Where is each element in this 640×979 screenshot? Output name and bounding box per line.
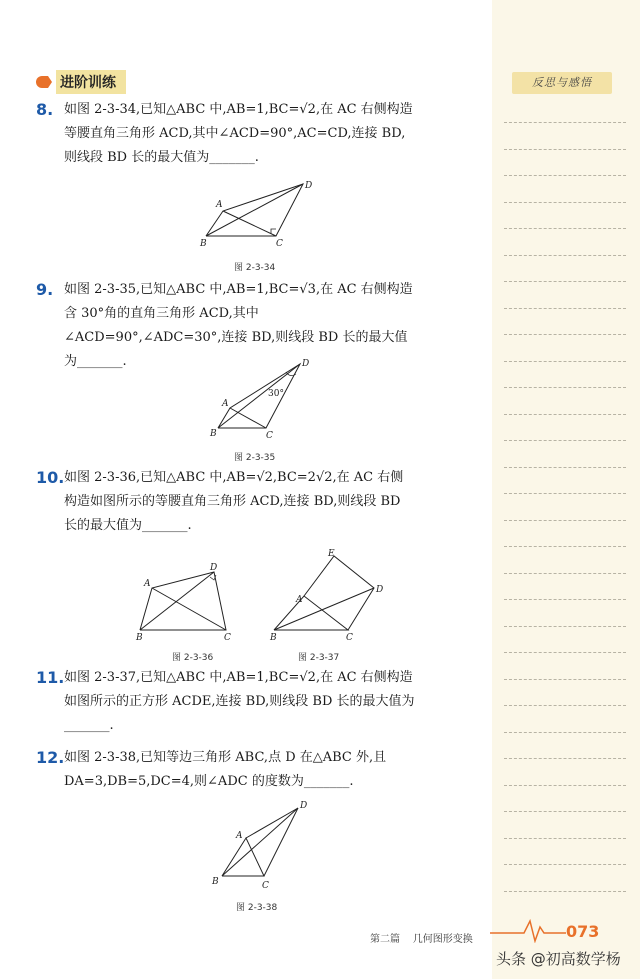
label-C: C (266, 431, 273, 440)
question-text: 如图 2-3-37,已知△ABC 中,AB=1,BC=√2,在 AC 右侧构造如图所示的正方形 ACDE,连接 BD,则线段 BD 长的最大值为_______. (64, 670, 415, 733)
note-line (504, 785, 626, 786)
label-A: A (144, 579, 151, 589)
question-number: 12. (36, 748, 65, 767)
question-text: 如图 2-3-36,已知△ABC 中,AB=√2,BC=2√2,在 AC 右侧构造如图所示的等腰直角三角形 ACD,连接 BD,则线段 BD 长的最大值为_______. (64, 470, 404, 533)
label-E: E (328, 549, 335, 559)
figure-2-3-34 (198, 176, 318, 252)
note-line (504, 493, 626, 494)
figure-caption: 图 2-3-38 (236, 903, 278, 913)
note-line (504, 679, 626, 680)
page-number: 073 (566, 922, 600, 941)
question-8 (36, 98, 416, 170)
figure-2-3-35 (206, 358, 316, 444)
angle-label: 30° (268, 389, 284, 399)
label-B: B (210, 429, 217, 439)
note-line (504, 308, 626, 309)
watermark: 头条 @初高数学杨 (496, 950, 621, 968)
note-line (504, 891, 626, 892)
label-D: D (305, 181, 313, 191)
label-D: D (300, 801, 308, 811)
pulse-line-icon (490, 915, 570, 947)
note-line (504, 175, 626, 176)
note-line (504, 122, 626, 123)
footer-part: 第二篇 (370, 934, 400, 945)
note-line (504, 626, 626, 627)
note-line (504, 838, 626, 839)
label-B: B (200, 239, 207, 248)
section-title: 进阶训练 (56, 70, 126, 94)
sidebar-heading: 反思与感悟 (512, 72, 612, 94)
figure-2-3-37 (266, 546, 386, 648)
footer-chapter: 几何图形变换 (412, 934, 473, 945)
arrow-icon (36, 76, 52, 88)
label-C: C (224, 633, 231, 643)
label-A: A (236, 831, 243, 841)
label-B: B (212, 877, 219, 887)
note-line (504, 573, 626, 574)
figure-caption: 图 2-3-34 (234, 263, 276, 273)
question-number: 10. (36, 468, 65, 487)
note-line (504, 414, 626, 415)
note-line (504, 467, 626, 468)
label-D: D (302, 359, 310, 369)
label-A: A (222, 399, 229, 409)
note-line (504, 361, 626, 362)
note-line (504, 149, 626, 150)
label-A: A (296, 595, 303, 605)
figure-caption: 图 2-3-37 (298, 653, 340, 663)
label-B: B (270, 633, 277, 643)
note-line (504, 387, 626, 388)
label-C: C (276, 239, 283, 248)
note-line (504, 228, 626, 229)
question-number: 8. (36, 100, 54, 119)
page-footer (370, 930, 473, 945)
label-C: C (346, 633, 353, 643)
question-number: 11. (36, 668, 65, 687)
label-C: C (262, 881, 269, 891)
note-line (504, 864, 626, 865)
question-text: 如图 2-3-35,已知△ABC 中,AB=1,BC=√3,在 AC 右侧构造含 30°角的直角三角形 ACD,其中∠ACD=90°,∠ADC=30°,连接 BD,则线段 BD 长的最大值为_______. (64, 282, 413, 369)
question-12 (36, 746, 416, 794)
question-10 (36, 466, 416, 538)
note-line (504, 440, 626, 441)
notes-sidebar (492, 0, 640, 979)
note-line (504, 281, 626, 282)
figure-2-3-36 (132, 560, 242, 648)
question-11 (36, 666, 416, 738)
figure-caption: 图 2-3-35 (234, 453, 276, 463)
note-line (504, 732, 626, 733)
note-line (504, 334, 626, 335)
note-line (504, 546, 626, 547)
label-A: A (216, 200, 223, 210)
note-line (504, 652, 626, 653)
note-line (504, 758, 626, 759)
figure-2-3-38 (206, 798, 316, 898)
question-text: 如图 2-3-34,已知△ABC 中,AB=1,BC=√2,在 AC 右侧构造等腰直角三角形 ACD,其中∠ACD=90°,AC=CD,连接 BD,则线段 BD 长的最大值为_______. (64, 102, 413, 165)
question-text: 如图 2-3-38,已知等边三角形 ABC,点 D 在△ABC 外,且 DA=3,DB=5,DC=4,则∠ADC 的度数为_______. (64, 750, 387, 789)
note-line (504, 520, 626, 521)
section-header (36, 70, 126, 94)
label-D: D (376, 585, 384, 595)
note-line (504, 599, 626, 600)
question-number: 9. (36, 280, 54, 299)
figure-caption: 图 2-3-36 (172, 653, 214, 663)
note-line (504, 255, 626, 256)
label-B: B (136, 633, 143, 643)
label-D: D (210, 563, 218, 573)
note-line (504, 811, 626, 812)
note-line (504, 202, 626, 203)
note-line (504, 705, 626, 706)
